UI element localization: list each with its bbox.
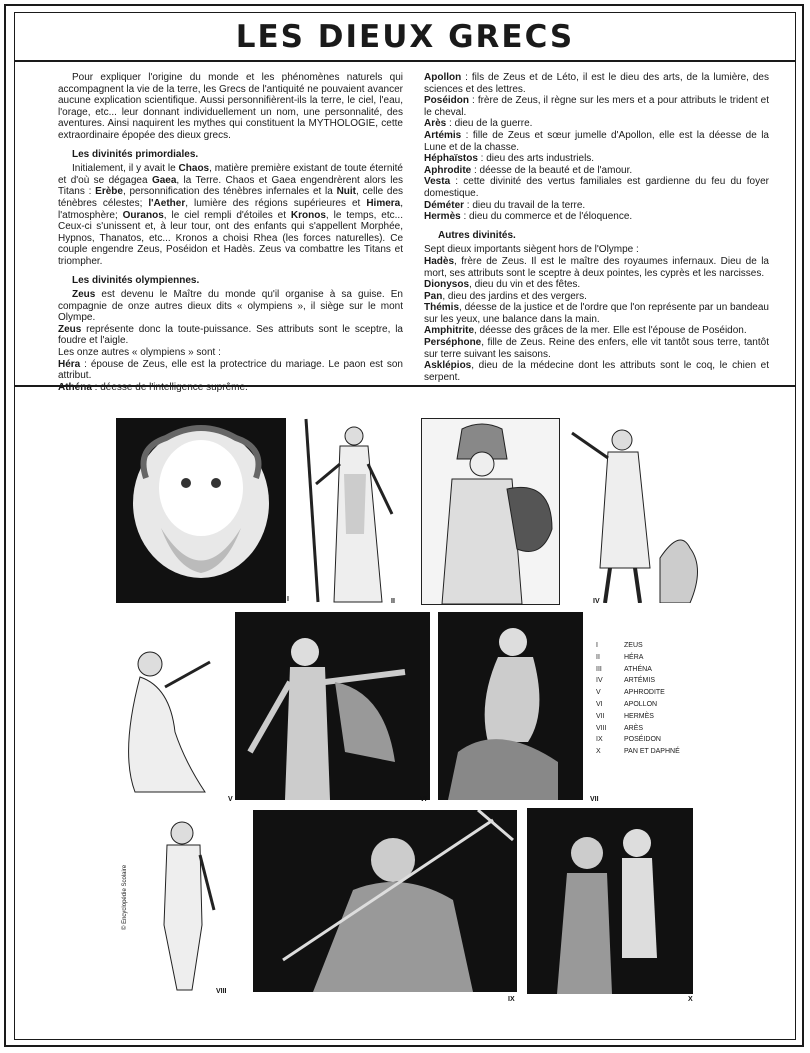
hermes-entry: Hermès : dieu du commerce et de l'éloquence. (424, 211, 633, 223)
athena-entry: Athéna : déesse de l'intelligence suprême. (58, 381, 248, 393)
figure-aphrodite-image (115, 642, 227, 802)
legend-row: IV ARTÉMIS (596, 677, 655, 685)
title-box (14, 12, 796, 62)
figure-label: VIII (216, 988, 227, 995)
ares-entry: Arès : dieu de la guerre. (424, 118, 533, 130)
legend-row: II HÉRA (596, 653, 644, 661)
left-column (58, 72, 403, 393)
primordiales-paragraph: Initialement, il y avait le Chaos, matière première existant de toute éternité et d'où se dégagea Gaea, la Terre. Chaos et Gaea engendrèrent alors les Titans : Erèbe, personnification des ténèbres infernales et la Nuit, celle des ténèbres célestes; l'Aether, lumière des régions supérieures et Himera, l'atmosphère; Ouranos, le ciel rempli d'étoiles et Kronos, le temps, etc... Ceux-ci s'unissent et, à leur tour, ont des enfants qui s'appellent Morphée, Hypnos, Thanatos, etc... Kronos a choisi Rhea (les forces naturelles). Ce couple engendre Zeus, Poséidon et Hadès. Zeus va combattre les Titans et triompher. (58, 163, 404, 267)
intro-paragraph: Pour expliquer l'origine du monde et les phénomènes naturels qui accompagnent la vie de la terre, les Grecs de l'antiquité ne pouvaient avancer aucune explication scientifique. Aussi personnifièrent-ils la terre, le ciel, l'eau, l'orage, etc... leur donnant individuellement un nom, une personnalité, des aventures. Ainsi naquirent les mythes qui constituent la MYTHOLOGIE, cette extraordinaire épopée des dieux grecs. (58, 72, 403, 141)
figure-athena-image (421, 418, 560, 605)
hephaistos-entry: Héphaïstos : dieu des arts industriels. (424, 153, 595, 165)
autres-intro: Sept dieux importants siègent hors de l'Olympe : (424, 244, 639, 256)
hades-entry: Hadès, frère de Zeus. Il est le maître des royaumes infernaux. Dieu de la mort, ses attributs sont le sceptre à deux pointes, les cyprès et les narcisses. (424, 255, 769, 279)
section-heading-autres: Autres divinités. (438, 229, 516, 241)
legend-row: III ATHÉNA (596, 665, 652, 673)
apollon-entry: Apollon : fils de Zeus et de Léto, il est le dieu des arts, de la lumière, des sciences et des lettres. (424, 72, 769, 95)
right-column (424, 72, 769, 383)
figure-label: X (688, 996, 693, 1003)
figure-label: VI (420, 796, 427, 803)
figure-poseidon-image (253, 810, 517, 992)
figure-label: IV (593, 598, 600, 605)
figure-label: II (391, 598, 395, 605)
section-heading-primordiales: Les divinités primordiales. (72, 148, 199, 160)
figure-pan-daphne-image (527, 808, 693, 994)
legend-row: VIII ARÈS (596, 724, 644, 732)
figure-label: I (287, 596, 289, 603)
figure-label: IX (508, 996, 515, 1003)
figure-legend (596, 640, 680, 758)
olympiennes-paragraph-2: Zeus représente donc la toute-puissance. Ses attributs sont le sceptre, la foudre et l'aigle. (58, 323, 403, 347)
vesta-entry: Vesta : cette divinité des vertus familiales est gardienne du feu du foyer domestique. (424, 176, 769, 199)
hera-entry: Héra : épouse de Zeus, elle est la protectrice du mariage. Le paon est son attribut. (58, 358, 403, 382)
figure-ares-image (132, 815, 232, 993)
figure-label: VII (590, 796, 599, 803)
poseidon-entry: Poséidon : frère de Zeus, il règne sur les mers et a pour attributs le trident et le cheval. (424, 95, 769, 118)
figure-zeus-image (116, 418, 286, 603)
themis-entry: Thémis, déesse de la justice et de l'ordre que l'on représente par un bandeau sur les yeux, une balance dans la main. (424, 302, 769, 325)
figure-hera-image (296, 414, 400, 604)
aphrodite-entry: Aphrodite : déesse de la beauté et de l'amour. (424, 164, 633, 176)
figure-apollon-image (235, 612, 430, 800)
pan-entry: Pan, dieu des jardins et des vergers. (424, 290, 587, 302)
asklepios-entry: Asklépios, dieu de la médecine dont les attributs sont le coq, le chien et serpent. (424, 360, 769, 383)
demeter-entry: Déméter : dieu du travail de la terre. (424, 199, 586, 211)
persephone-entry: Perséphone, fille de Zeus. Reine des enfers, elle vit tantôt sous terre, tantôt sur terre suivant les saisons. (424, 337, 769, 360)
legend-row: IX POSÉIDON (596, 736, 661, 744)
figure-label: V (228, 796, 233, 803)
section-heading-olympiennes: Les divinités olympiennes. (72, 274, 200, 286)
olympiennes-paragraph-3: Les onze autres « olympiens » sont : (58, 347, 221, 359)
amphitrite-entry: Amphitrite, déesse des grâces de la mer. Elle est l'épouse de Poséidon. (424, 325, 747, 337)
olympiennes-paragraph-1: Zeus est devenu le Maître du monde qu'il organise à sa guise. En compagnie de onze autres dieux dits « olympiens », il siège sur le mont Olympe. (58, 289, 403, 324)
dionysos-entry: Dionysos, dieu du vin et des fêtes. (424, 279, 581, 291)
legend-row: VII HERMÈS (596, 712, 654, 720)
section-divider (14, 385, 796, 387)
page-title: LES DIEUX GRECS (235, 19, 575, 55)
artemis-entry: Artémis : fille de Zeus et sœur jumelle d'Apollon, elle est la déesse de la Lune et de la chasse. (424, 129, 769, 153)
copyright-credit: © Encyclopédie Scolaire (122, 864, 128, 930)
figure-artemis-image (560, 418, 710, 603)
legend-row: V APHRODITE (596, 689, 665, 697)
legend-row: I ZEUS (596, 642, 643, 649)
legend-row: X PAN ET DAPHNÉ (596, 748, 680, 756)
figure-hermes-image (438, 612, 583, 800)
legend-row: VI APOLLON (596, 700, 658, 708)
